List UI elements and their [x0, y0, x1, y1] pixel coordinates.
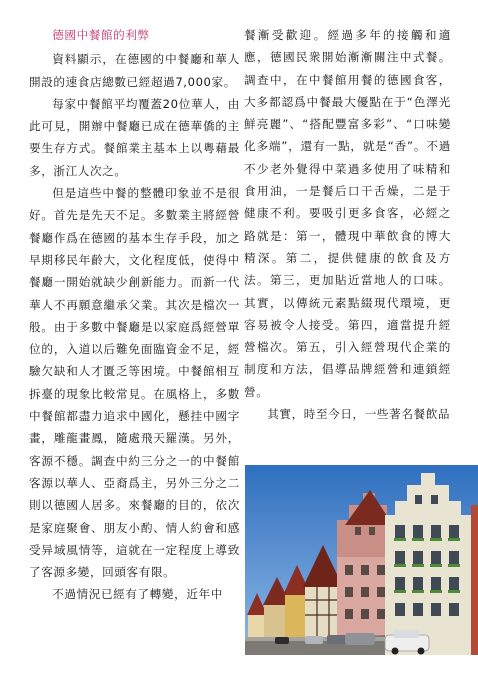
left-paragraph-4: 不過情況已經有了轉變，近年中	[52, 587, 223, 602]
left-paragraph-1: 資料顯示，在德國的中餐廳和華人開設的速食店總數已經超過7,000家。	[29, 52, 240, 89]
left-paragraph-3: 但是這些中餐的整體印象並不是很好。首先是先天不足。多數業主將經營餐廳作爲在德國的基本生存手段，加之早期移民年齡大，文化程度低，使得中餐廳一開始就缺少創新能力。而新一代華人不再願意繼承父業。其次是檔次一般。由于多數中餐廳是以家庭爲經營單位的，入道以后難免面臨資金不足，經驗欠缺和人才匱乏等困境。中餐館相互拆臺的現象比較常見。在風格上，多數中餐館都盡力追求中國化，懸挂中國字畫，雕龍畫鳳，隨處飛天羅漢。另外，客源不穩。調查中約三分之一的中餐館客源以華人、亞裔爲主，另外三分之二則以德國人居多。來餐廳的目的，依次是家庭聚會、朋友小酌、情人約會和感受异域風情等，這就在一定程度上導致了客源多變，回頭客有限。	[29, 186, 240, 580]
right-column	[244, 24, 451, 425]
left-paragraph-2: 每家中餐館平均覆蓋20位華人，由此可見，開辦中餐廳已成在德華僑的主要生存方式。餐館業主基本上以粵藉最多，浙江人次之。	[29, 96, 240, 178]
right-paragraph-1: 餐漸受歡迎。經過多年的接觸和適應，德國民衆開始漸漸關注中式餐。調查中，在中餐館用餐的德國食客，大多都認爲中餐最大優點在于“色澤光鮮亮麗”、“搭配豐富多彩”、“口味變化多端”，還有一點，就是“香”。不過不少老外覺得中菜過多使用了味精和食用油，一是餐后口干舌燥，二是于健康不利。要吸引更多食客，必經之路就是：第一，體現中華飲食的博大精深。第二，提供健康的飲食及方法。第三，更加貼近當地人的口味。其實，以傳統元素點綴現代環境，更容易被令人接受。第四，適當提升經營檔次。第五，引入經營現代企業的制度和方法，倡導品牌經營和連鎖經營。	[244, 28, 451, 399]
german-old-town-street-photo	[245, 465, 478, 655]
article-heading: 德國中餐館的利弊	[52, 28, 150, 42]
right-paragraph-2: 其實，時至今日，一些著名餐飲品	[267, 407, 451, 422]
street-scene-illustration	[245, 465, 478, 655]
left-column	[29, 24, 240, 606]
